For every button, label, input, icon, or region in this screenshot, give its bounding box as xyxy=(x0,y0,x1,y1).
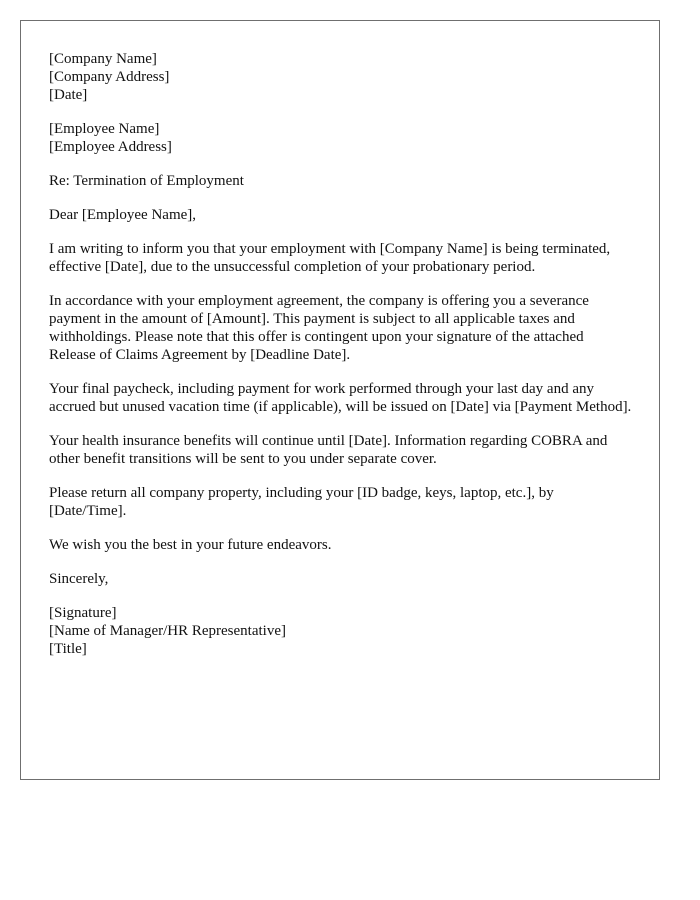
body-paragraph-severance: In accordance with your employment agreement, the company is offering you a severance payment in the amount of [Amount]. This payment is subject to all applicable taxes and withholdings. Please note that this offer is contingent upon your signature of the attached Release of Claims Agreement by [Deadline Date]. xyxy=(49,293,589,363)
body-paragraph-final-paycheck: Your final paycheck, including payment for work performed through your last day and any accrued but unused vacation time (if applicable), will be issued on [Date] via [Payment Method]. xyxy=(49,381,632,415)
subject-line: Re: Termination of Employment xyxy=(49,173,244,189)
body-paragraph-benefits: Your health insurance benefits will continue until [Date]. Information regarding COBRA and other benefit transitions will be sent to you under separate cover. xyxy=(49,433,608,467)
employee-name: [Employee Name] xyxy=(49,121,160,137)
employee-address: [Employee Address] xyxy=(49,139,172,155)
signature-placeholder: [Signature] xyxy=(49,605,117,621)
letter-page xyxy=(20,20,660,780)
salutation: Dear [Employee Name], xyxy=(49,207,197,223)
company-name: [Company Name] xyxy=(49,51,157,67)
recipient-block xyxy=(49,120,631,156)
signature-block xyxy=(49,604,631,658)
company-address: [Company Address] xyxy=(49,69,170,85)
signer-name: [Name of Manager/HR Representative] xyxy=(49,623,286,639)
body-paragraph-well-wishes: We wish you the best in your future endeavors. xyxy=(49,537,332,553)
letter-date: [Date] xyxy=(49,87,88,103)
signer-title: [Title] xyxy=(49,641,87,657)
body-paragraph-company-property: Please return all company property, including your [ID badge, keys, laptop, etc.], by [Date/Time]. xyxy=(49,485,554,519)
body-paragraph-termination: I am writing to inform you that your employment with [Company Name] is being terminated, effective [Date], due to the unsuccessful completion of your probationary period. xyxy=(49,241,611,275)
sender-block xyxy=(49,50,631,104)
closing: Sincerely, xyxy=(49,571,109,587)
